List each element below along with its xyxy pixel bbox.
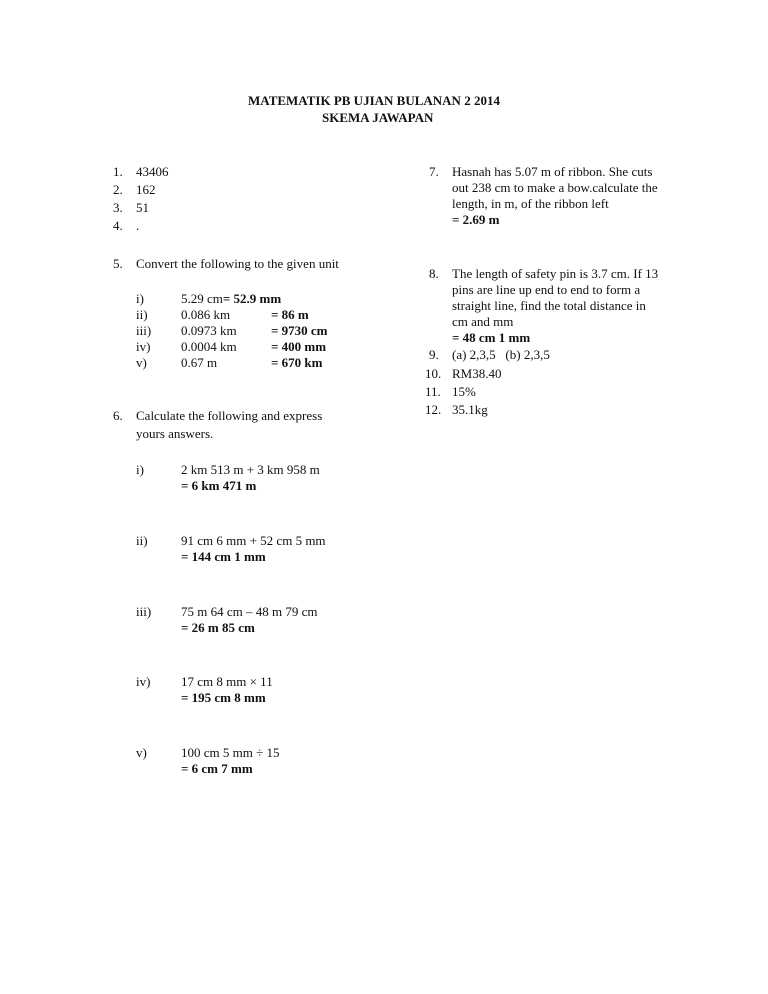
q12-number: 12. <box>425 402 442 417</box>
q6-item-expression: 2 km 513 m + 3 km 958 m <box>181 462 320 477</box>
q1-answer: 43406 <box>136 164 169 179</box>
q7-number: 7. <box>429 164 439 179</box>
q3-number: 3. <box>113 200 123 215</box>
q6-item-expression: 75 m 64 cm – 48 m 79 cm <box>181 604 318 619</box>
q5-item-value: 0.67 m <box>181 355 218 370</box>
q5-item-value: 0.0973 km <box>181 323 237 338</box>
q5-item-answer: = 9730 cm <box>271 323 328 338</box>
q6-item-roman: i) <box>136 462 144 477</box>
q5-item-answer: = 400 mm <box>271 339 327 354</box>
q6-question-line: Calculate the following and express <box>136 408 323 423</box>
document-title: MATEMATIK PB UJIAN BULANAN 2 2014 <box>248 93 500 108</box>
q6-item-expression: 91 cm 6 mm + 52 cm 5 mm <box>181 533 326 548</box>
q6-item-roman: iii) <box>136 604 152 619</box>
q9-number: 9. <box>429 347 439 362</box>
q1-number: 1. <box>113 164 123 179</box>
q6-item-roman: iv) <box>136 674 151 689</box>
q8-question-line: cm and mm <box>452 314 514 329</box>
document-subtitle: SKEMA JAWAPAN <box>322 110 434 125</box>
q6-item-expression: 100 cm 5 mm ÷ 15 <box>181 745 280 760</box>
q9-answer: (a) 2,3,5 (b) 2,3,5 <box>452 347 550 362</box>
q4-answer: . <box>136 218 140 233</box>
q8-answer: = 48 cm 1 mm <box>452 330 531 345</box>
q7-question-line: Hasnah has 5.07 m of ribbon. She cuts <box>452 164 653 179</box>
q6-item-answer: = 6 cm 7 mm <box>181 761 253 776</box>
q8-question-line: straight line, find the total distance in <box>452 298 646 313</box>
q10-answer: RM38.40 <box>452 366 502 381</box>
q8-question-line: pins are line up end to end to form a <box>452 282 641 297</box>
q6-item-roman: ii) <box>136 533 148 548</box>
q5-item-value: 0.086 km <box>181 307 231 322</box>
q6-item-answer: = 6 km 471 m <box>181 478 257 493</box>
q6-item-expression: 17 cm 8 mm × 11 <box>181 674 273 689</box>
q5-item-roman: iv) <box>136 339 151 354</box>
q5-number: 5. <box>113 256 123 271</box>
q4-number: 4. <box>113 218 123 233</box>
q5-question: Convert the following to the given unit <box>136 256 339 271</box>
q5-item-answer: = 52.9 mm <box>222 291 282 306</box>
q5-item-roman: v) <box>136 355 147 370</box>
q5-item-roman: i) <box>136 291 144 306</box>
q5-item-answer: = 670 km <box>271 355 323 370</box>
q5-item-value: 0.0004 km <box>181 339 237 354</box>
q6-item-answer: = 144 cm 1 mm <box>181 549 266 564</box>
q11-answer: 15% <box>452 384 476 399</box>
q7-question-line: length, in m, of the ribbon left <box>452 196 609 211</box>
q6-question-line: yours answers. <box>136 426 214 441</box>
q10-number: 10. <box>425 366 442 381</box>
q6-item-answer: = 26 m 85 cm <box>181 620 255 635</box>
q8-number: 8. <box>429 266 439 281</box>
q7-answer: = 2.69 m <box>452 212 500 227</box>
q2-number: 2. <box>113 182 123 197</box>
q5-item-roman: ii) <box>136 307 148 322</box>
q11-number: 11. <box>425 384 441 399</box>
q7-question-line: out 238 cm to make a bow.calculate the <box>452 180 658 195</box>
q5-item-answer: = 86 m <box>271 307 309 322</box>
q12-answer: 35.1kg <box>452 402 488 417</box>
q6-item-roman: v) <box>136 745 147 760</box>
q5-item-value: 5.29 cm= 52.9 mm <box>181 291 282 306</box>
q2-answer: 162 <box>136 182 156 197</box>
q6-number: 6. <box>113 408 123 423</box>
q3-answer: 51 <box>136 200 149 215</box>
q6-item-answer: = 195 cm 8 mm <box>181 690 266 705</box>
q5-item-roman: iii) <box>136 323 152 338</box>
q8-question-line: The length of safety pin is 3.7 cm. If 13 <box>452 266 659 281</box>
